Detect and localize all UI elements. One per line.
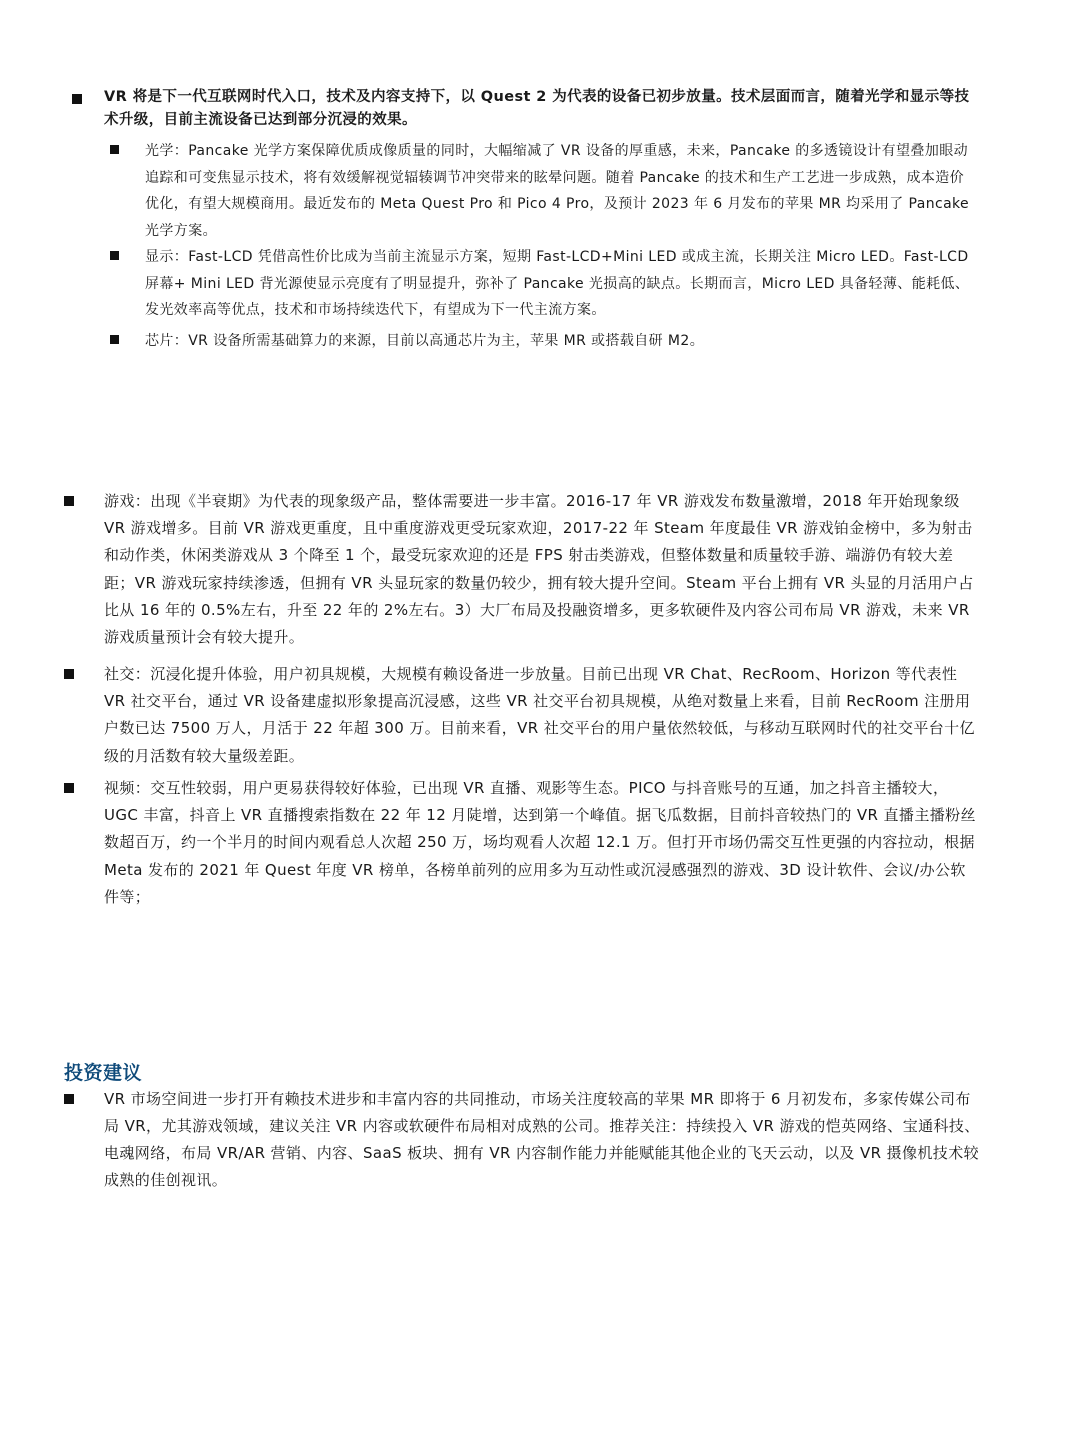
video-paragraph: 视频：交互性较弱，用户更易获得较好体验，已出现 VR 直播、观影等生态。PICO 与抖音账号的互通，加之抖音主播较大，UGC 丰富，抖音上 VR 直播搜索指数在 22 年 12 月陡增，达到第一个峰值。据飞瓜数据，目前抖音较热门的 VR 直播主播粉丝数超百万，约一个半月的时间内观看总人次超 250 万，场均观看人次超 12.1 万。但打开市场仍需交互性更强的内容拉动，根据 Meta 发布的 2021 年 Quest 年度 VR 榜单，各榜单前列的应用多为互动性或沉浸感强烈的游戏、3D 设计软件、会议/办公软件等； bbox=[104, 779, 976, 906]
display-paragraph: 显示：Fast-LCD 凭借高性价比成为当前主流显示方案，短期 Fast-LCD+Mini LED 或成主流，长期关注 Micro LED。Fast-LCD 屏幕+ Mini LED 背光源使显示亮度有了明显提升，弥补了 Pancake 光损高的缺点。长期而言，Micro LED 具备轻薄、能耗低、发光效率高等优点，技术和市场持续迭代下，有望成为下一代主流方案。 bbox=[145, 249, 970, 318]
chip-paragraph: 芯片：VR 设备所需基础算力的来源，目前以高通芯片为主，苹果 MR 或搭载自研 M2。 bbox=[145, 333, 705, 349]
games-paragraph: 游戏：出现《半衰期》为代表的现象级产品，整体需要进一步丰富。2016-17 年 VR 游戏发布数量激增，2018 年开始现象级 VR 游戏增多。目前 VR 游戏更重度，且中重度游戏更受玩家欢迎，2017-22 年 Steam 年度最佳 VR 游戏铂金榜中，多为射击和动作类，休闲类游戏从 3 个降至 1 个，最受玩家欢迎的还是 FPS 射击类游戏，但整体数量和质量较手游、端游仍有较大差距；VR 游戏玩家持续渗透，但拥有 VR 头显玩家的数量仍较少，拥有较大提升空间。Steam 平台上拥有 VR 头显的月活用户占比从 16 年的 0.5%左右，升至 22 年的 2%左右。3）大厂布局及投融资增多，更多软硬件及内容公司布局 VR 游戏，未来 VR 游戏质量预计会有较大提升。 bbox=[104, 492, 974, 647]
lead-paragraph: VR 将是下一代互联网时代入口，技术及内容支持下，以 Quest 2 为代表的设备已初步放量。技术层面而言，随着光学和显示等技术升级，目前主流设备已达到部分沉浸的效果。 bbox=[104, 89, 970, 128]
investment-paragraph: VR 市场空间进一步打开有赖技术进步和丰富内容的共同推动，市场关注度较高的苹果 MR 即将于 6 月初发布，多家传媒公司布局 VR，尤其游戏领域，建议关注 VR 内容或软硬件布局相对成熟的公司。推荐关注：持续投入 VR 游戏的恺英网络、宝通科技、电魂网络，布局 VR/AR 营销、内容、SaaS 板块、拥有 VR 内容制作能力并能赋能其他企业的飞天云动，以及 VR 摄像机技术较成熟的佳创视讯。 bbox=[104, 1090, 980, 1189]
bullet-square-icon bbox=[110, 335, 119, 344]
bullet-square-icon bbox=[64, 496, 74, 506]
investment-heading: 投资建议 bbox=[64, 1062, 143, 1084]
optics-paragraph: 光学：Pancake 光学方案保障优质成像质量的同时，大幅缩减了 VR 设备的厚重感，未来，Pancake 的多透镜设计有望叠加眼动追踪和可变焦显示技术，将有效缓解视觉辐辏调节冲突带来的眩晕问题。随着 Pancake 的技术和生产工艺进一步成熟，成本造价优化，有望大规模商用。最近发布的 Meta Quest Pro 和 Pico 4 Pro，及预计 2023 年 6 月发布的苹果 MR 均采用了 Pancake 光学方案。 bbox=[145, 143, 970, 239]
bullet-square-icon bbox=[110, 145, 119, 154]
social-paragraph: 社交：沉浸化提升体验，用户初具规模，大规模有赖设备进一步放量。目前已出现 VR Chat、RecRoom、Horizon 等代表性 VR 社交平台，通过 VR 设备建虚拟形象提高沉浸感，这些 VR 社交平台初具规模，从绝对数量上来看，目前 RecRoom 注册用户数已达 7500 万人，月活于 22 年超 300 万。目前来看，VR 社交平台的用户量依然较低，与移动互联网时代的社交平台十亿级的月活数有较大量级差距。 bbox=[104, 665, 975, 765]
bullet-square-icon bbox=[72, 94, 82, 104]
bullet-square-icon bbox=[64, 669, 74, 679]
bullet-square-icon bbox=[110, 251, 119, 260]
bullet-square-icon bbox=[64, 783, 74, 793]
cropped-heading-fragment bbox=[70, 62, 160, 72]
bullet-square-icon bbox=[64, 1094, 74, 1104]
